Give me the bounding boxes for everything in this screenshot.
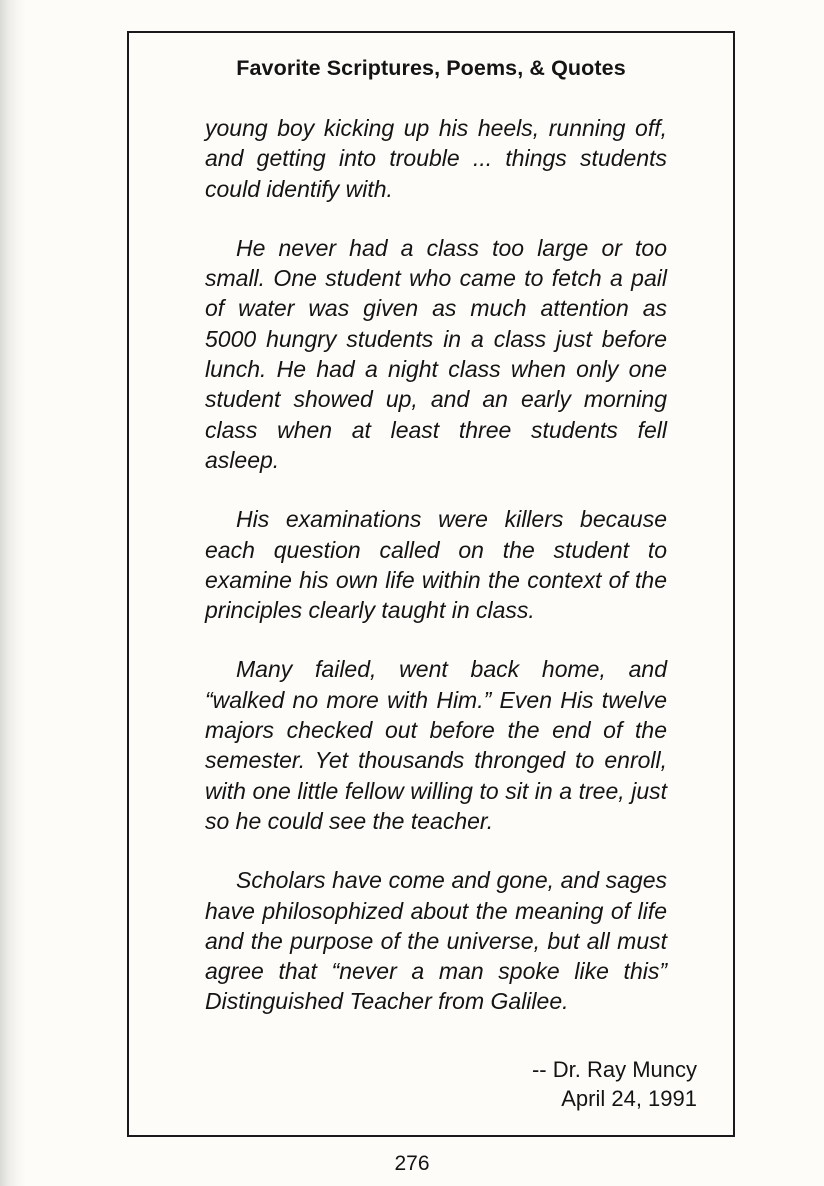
paragraph-4: Many failed, went back home, and “walked no more with Him.” Even His twelve majors checked out before the end of the semester. Yet thousands thronged to enroll, with one little fellow willing to sit in a tree, just so he could see the teacher. bbox=[205, 656, 667, 834]
content-frame bbox=[127, 31, 735, 1137]
paragraph-2: He never had a class too large or too small. One student who came to fetch a pail of water was given as much attention as 5000 hungry students in a class just before lunch. He had a night class when only one student showed up, and an early morning class when at least three students fell asleep. bbox=[205, 234, 667, 473]
paragraph-3: His examinations were killers because each question called on the student to examine his own life within the context of the principles clearly taught in class. bbox=[205, 506, 667, 624]
signature-author: -- Dr. Ray Muncy bbox=[531, 1057, 697, 1082]
paragraph-1: young boy kicking up his heels, running off, and getting into trouble ... things students could identify with. bbox=[205, 115, 667, 202]
paragraph-5: Scholars have come and gone, and sages have philosophized about the meaning of life and the purpose of the universe, but all must agree that “never a man spoke like this” Distinguished Teacher from Galilee. bbox=[205, 867, 667, 1015]
page-number: 276 bbox=[394, 1152, 430, 1175]
page-title: Favorite Scriptures, Poems, & Quotes bbox=[236, 56, 626, 80]
signature-block bbox=[532, 1055, 697, 1113]
signature-date: April 24, 1991 bbox=[561, 1086, 697, 1111]
page-binding-shadow bbox=[0, 0, 26, 1186]
body-text bbox=[205, 113, 667, 1046]
